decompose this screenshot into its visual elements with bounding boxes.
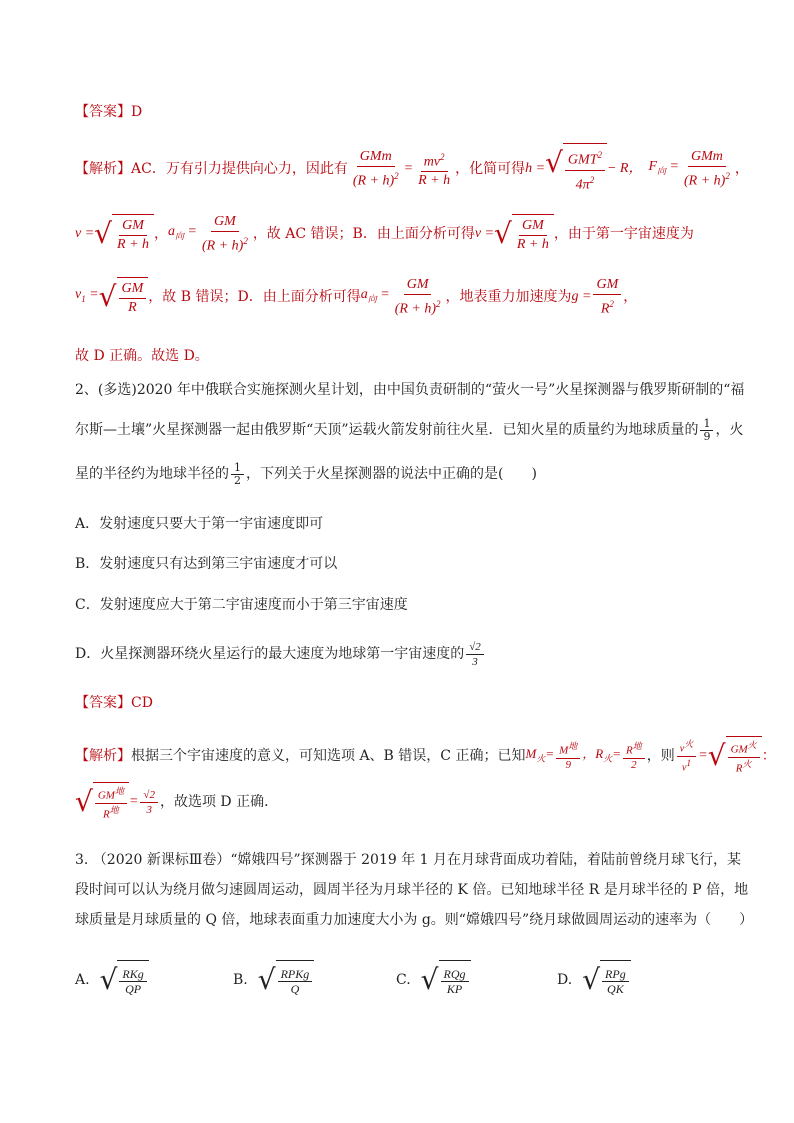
- question-text: ，下列关于火星探测器的说法中正确的是( ): [246, 466, 537, 482]
- formula-sqrt-earth: √ $\frac{GM^地}{R^地}$: [75, 782, 129, 822]
- question-3-line-1: 3. （2020 新课标Ⅲ卷）“嫦娥四号”探测器于 2019 年 1 月在月球背面成功着陆，着陆前曾绕月球飞行，某: [75, 852, 742, 868]
- formula-velocity-ratio: $\frac{v^火}{v^1}$: [677, 738, 696, 774]
- analysis-conclusion: 故 D 正确。故选 D。: [75, 348, 209, 364]
- option-d: [75, 634, 486, 674]
- question-text: 尔斯—土壤”火星探测器一起由俄罗斯“天顶”运载火箭发射前往火星．已知火星的质量约为地球质量的: [75, 422, 699, 438]
- option-denominator: Q: [290, 982, 300, 996]
- formula-radius-ratio: $\frac{R^地}{2}$: [623, 740, 645, 772]
- formula-first-cosmic: √ $\frac{GM}{R}$: [99, 277, 149, 317]
- option-letter: C.: [396, 972, 411, 988]
- analysis-q2-line-2: √ $\frac{GM^地}{R^地}$ = $\frac{√2}{3}$ ，故选项 D 正确．: [75, 782, 278, 822]
- option-c: C．发射速度应大于第二宇宙速度而小于第三宇宙速度: [75, 597, 408, 613]
- option-letter: D.: [557, 972, 573, 988]
- formula-velocity: √ $\frac{GM}{R + h}$: [94, 214, 154, 254]
- question-text: 星的半径约为地球半径的: [75, 466, 229, 482]
- analysis-text: 根据三个宇宙速度的意义，可知选项 A、B 错误，C 正确；已知: [131, 748, 526, 764]
- analysis-label: 【解析】: [75, 748, 131, 764]
- option-denominator: QK: [607, 982, 624, 996]
- q3-option-c: [396, 960, 471, 1000]
- analysis-text: ，地表重力加速度为: [445, 289, 572, 305]
- answer-label: 【答案】: [75, 695, 131, 711]
- analysis-q2-line-1: 【解析】 根据三个宇宙速度的意义，可知选项 A、B 错误，C 正确；已知 $M_火=$ $\frac{M^地}{9}$ ，$R_火=$ $\frac{R^地}{2}$ ，则 $\frac{v^火}{v^1}$ = √ $\frac{GM^火}{R^火}$ ：: [75, 736, 776, 776]
- option-text: D．火星探测器环绕火星运行的最大速度为地球第一宇宙速度的: [75, 646, 465, 662]
- analysis-text: ，故选项 D 正确．: [159, 794, 279, 810]
- option-numerator: RQg: [441, 967, 469, 982]
- option-numerator: RKg: [119, 967, 146, 982]
- analysis-text: ，故 AC 错误；B．由上面分析可得: [252, 226, 475, 242]
- answer-label: 【答案】: [75, 104, 131, 120]
- option-formula: √ $\frac{\text{RKg}}{QP}$: [100, 960, 149, 1000]
- question-text: ，火: [715, 422, 744, 438]
- option-formula: √ $\frac{\text{RPKg}}{Q}$: [258, 960, 315, 1000]
- analysis-text: ，故 B 错误；D．由上面分析可得: [148, 289, 361, 305]
- option-letter: A.: [75, 972, 90, 988]
- question-3-line-3: 球质量是月球质量的 Q 倍，地球表面重力加速度大小为 g。则“嫦娥四号”绕月球做圆周运动的速率为（ ）: [75, 912, 754, 928]
- analysis-text: − R，: [606, 161, 643, 176]
- formula-cuberoot: √ $\frac{GMT^2}{4\pi^2}$: [545, 143, 607, 194]
- q3-option-d: [557, 960, 631, 1000]
- option-formula: √ $\frac{\text{RPg}}{QK}$: [582, 960, 631, 1000]
- formula-accel: $\frac{GM}{(R + h)^2}$: [201, 213, 248, 254]
- analysis-text: ，由于第一宇宙速度为: [553, 226, 694, 242]
- answer-value: D: [131, 104, 143, 120]
- option-denominator: QP: [125, 982, 142, 996]
- option-a: A．发射速度只要大于第一宇宙速度即可: [75, 516, 324, 532]
- analysis-label: 【解析】: [75, 161, 131, 177]
- analysis-text: ，则: [646, 748, 675, 764]
- q3-option-b: [233, 960, 314, 1000]
- formula-gravity: $\frac{GM}{R^2}$: [593, 276, 621, 319]
- question-3-line-2: 段时间可以认为绕月做匀速圆周运动，圆周半径为月球半径的 K 倍。已知地球半径 R 是月球半径的 P 倍，地: [75, 882, 749, 898]
- analysis-line-1: 【解析】 AC．万有引力提供向心力，因此有 $\frac{\text{GMm}}{(R + h)^2}$ = $\frac{mv^2}{R + h}$ ，化简可得 h = √ $\frac{GMT^2}{4\pi^2}$ − R， $F_向$ = $\frac{\text{GMm}}{(R + h)^2}$ ，: [75, 148, 749, 190]
- answer-line-1: [75, 102, 142, 122]
- analysis-line-2: v = √ $\frac{GM}{R + h}$ ， $a_向$ = $\frac{GM}{(R + h)^2}$ ，故 AC 错误；B．由上面分析可得 v = √ $\frac{GM}{R + h}$ ，由于第一宇宙速度为: [75, 213, 694, 254]
- formula-sqrt-mars: √ $\frac{GM^火}{R^火}$: [708, 736, 762, 776]
- fraction-one-ninth: $\frac{1}{9}$: [700, 418, 713, 443]
- analysis-line-3: $v_1$ = √ $\frac{GM}{R}$ ，故 B 错误；D．由上面分析可得 $a_向$ = $\frac{GM}{(R + h)^2}$ ，地表重力加速度为 g = $\frac{GM}{R^2}$ ，: [75, 276, 638, 317]
- analysis-text: ，化简可得: [455, 161, 526, 177]
- fraction-one-half: $\frac{1}{2}$: [231, 462, 244, 487]
- q3-option-a: [75, 960, 149, 1000]
- question-2-line-3: [75, 458, 537, 490]
- answer-line-2: [75, 693, 153, 713]
- formula-mass-ratio: $\frac{M^地}{9}$: [556, 740, 580, 772]
- formula-force: $\frac{\text{GMm}}{(R + h)^2}$: [684, 148, 730, 189]
- option-denominator: KP: [446, 982, 463, 996]
- formula-accel-2: $\frac{GM}{(R + h)^2}$: [394, 276, 441, 317]
- option-letter: B.: [233, 972, 248, 988]
- fraction-sqrt2-over-3: $\frac{√2}{3}$: [466, 640, 484, 669]
- analysis-text: AC．万有引力提供向心力，因此有: [131, 161, 348, 177]
- formula-result: $\frac{√2}{3}$: [140, 788, 158, 817]
- question-2-line-2: [75, 414, 743, 446]
- option-numerator: RPg: [602, 967, 629, 982]
- option-b: B．发射速度只有达到第三宇宙速度才可以: [75, 556, 338, 572]
- formula-gmm: $\frac{\text{GMm}}{(R + h)^2}$: [352, 148, 399, 189]
- answer-value: CD: [131, 695, 153, 711]
- formula-mv2: $\frac{mv^2}{R + h}$: [415, 148, 453, 191]
- question-2-line-1: 2、(多选)2020 年中俄联合实施探测火星计划，由中国负责研制的“萤火一号”火星探测器与俄罗斯研制的“福: [75, 382, 745, 398]
- option-numerator: RPKg: [278, 967, 313, 982]
- option-formula: √ $\frac{\text{RQg}}{KP}$: [421, 960, 471, 1000]
- formula-velocity-2: √ $\frac{GM}{R + h}$: [494, 214, 554, 254]
